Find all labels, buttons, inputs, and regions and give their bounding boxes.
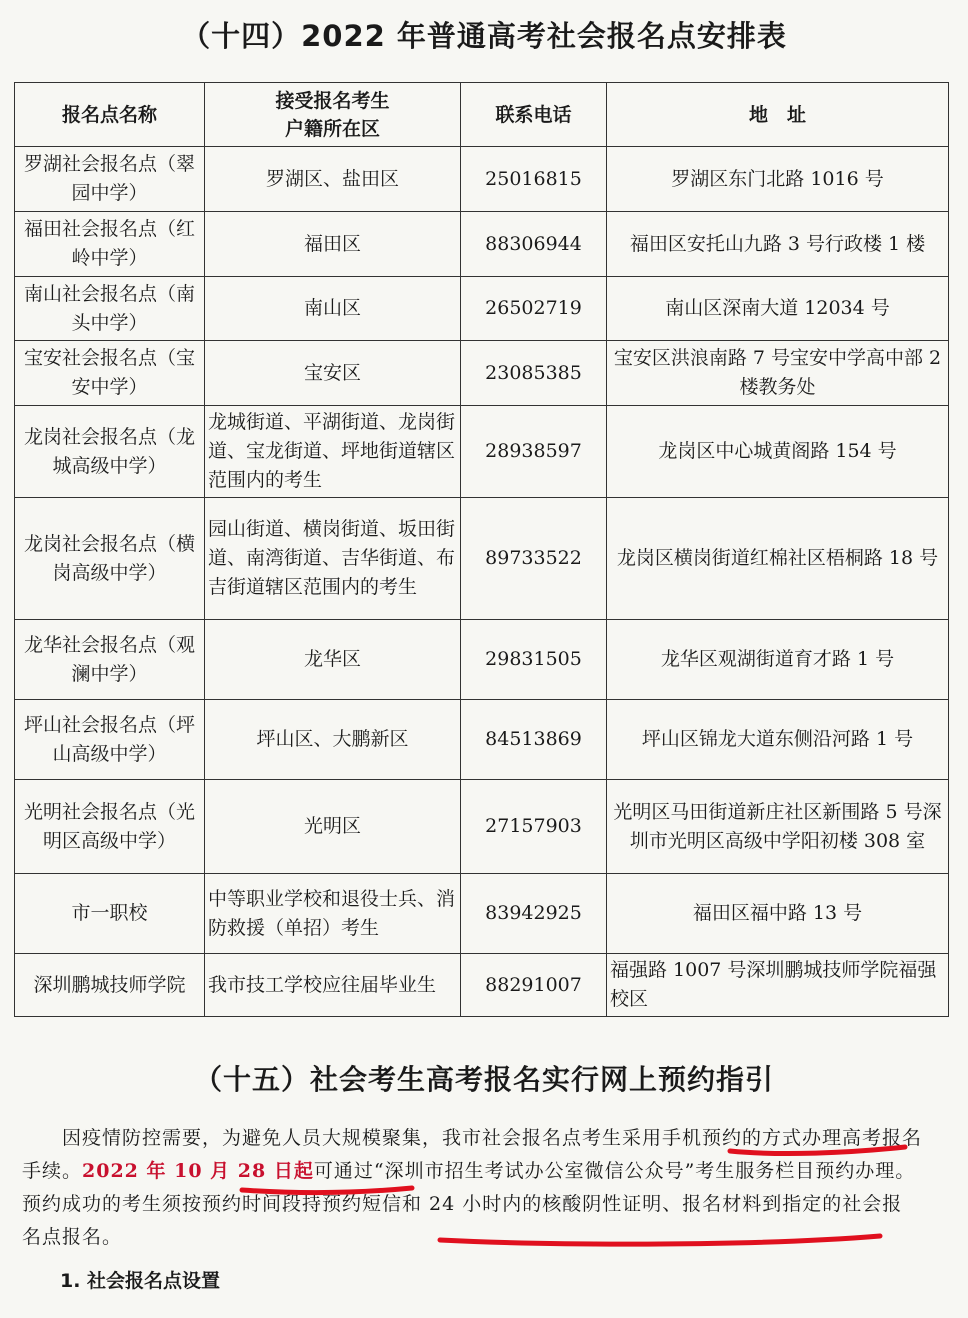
table-row	[15, 498, 949, 620]
cell-phone: 88306944	[461, 212, 607, 277]
highlighted-date: 2022 年 10 月 28 日起	[82, 1160, 314, 1182]
cell-name: 龙华社会报名点（观澜中学）	[15, 620, 205, 700]
cell-district: 坪山区、大鹏新区	[205, 700, 461, 780]
cell-name: 宝安社会报名点（宝安中学）	[15, 341, 205, 406]
cell-district: 宝安区	[205, 341, 461, 406]
cell-phone: 88291007	[461, 954, 607, 1017]
cell-address: 福强路 1007 号深圳鹏城技师学院福强校区	[607, 954, 949, 1017]
paragraph-text-b: 可通过“深圳市招生考试办公室微信公众号”考生服务栏目预约办理。预约成功的考生须按预约时间段持预约短信和 24 小时内的核酸阴性证明、报名材料到指定的社会报名点报名。	[22, 1160, 916, 1248]
cell-name: 龙岗社会报名点（横岗高级中学）	[15, 498, 205, 620]
cell-address: 龙华区观湖街道育才路 1 号	[607, 620, 949, 700]
cell-address: 龙岗区横岗街道红棉社区梧桐路 18 号	[607, 498, 949, 620]
header-district	[205, 83, 461, 147]
cell-phone: 28938597	[461, 406, 607, 498]
cell-address: 龙岗区中心城黄阁路 154 号	[607, 406, 949, 498]
table-row	[15, 620, 949, 700]
cell-phone: 84513869	[461, 700, 607, 780]
cell-phone: 83942925	[461, 874, 607, 954]
cell-name: 市一职校	[15, 874, 205, 954]
cell-district: 中等职业学校和退役士兵、消防救援（单招）考生	[205, 874, 461, 954]
cell-address: 坪山区锦龙大道东侧沿河路 1 号	[607, 700, 949, 780]
cell-phone: 29831505	[461, 620, 607, 700]
cell-district: 光明区	[205, 780, 461, 874]
cell-district: 龙城街道、平湖街道、龙岗街道、宝龙街道、坪地街道辖区范围内的考生	[205, 406, 461, 498]
cell-name: 罗湖社会报名点（翠园中学）	[15, 147, 205, 212]
table-row	[15, 212, 949, 277]
table-row	[15, 954, 949, 1017]
table-row	[15, 341, 949, 406]
table-row	[15, 277, 949, 341]
cell-district: 南山区	[205, 277, 461, 341]
cell-name: 光明社会报名点（光明区高级中学）	[15, 780, 205, 874]
cell-name: 龙岗社会报名点（龙城高级中学）	[15, 406, 205, 498]
section-title: （十五）社会考生高考报名实行网上预约指引	[193, 1063, 774, 1096]
cell-district: 福田区	[205, 212, 461, 277]
cell-phone: 27157903	[461, 780, 607, 874]
cell-address: 宝安区洪浪南路 7 号宝安中学高中部 2 楼教务处	[607, 341, 949, 406]
cell-phone: 89733522	[461, 498, 607, 620]
subheading: 1. 社会报名点设置	[60, 1270, 221, 1292]
cell-phone: 26502719	[461, 277, 607, 341]
cell-phone: 25016815	[461, 147, 607, 212]
header-phone: 联系电话	[461, 83, 607, 147]
cell-address: 福田区福中路 13 号	[607, 874, 949, 954]
cell-name: 深圳鹏城技师学院	[15, 954, 205, 1017]
header-name: 报名点名称	[15, 83, 205, 147]
table-row	[15, 406, 949, 498]
cell-address: 南山区深南大道 12034 号	[607, 277, 949, 341]
cell-address: 罗湖区东门北路 1016 号	[607, 147, 949, 212]
header-district-line2: 户籍所在区	[284, 117, 380, 140]
table-row	[15, 147, 949, 212]
table-header-row	[15, 83, 949, 147]
header-address: 地 址	[607, 83, 949, 147]
table-title: （十四）2022 年普通高考社会报名点安排表	[181, 19, 787, 53]
cell-name: 坪山社会报名点（坪山高级中学）	[15, 700, 205, 780]
table-row	[15, 874, 949, 954]
cell-name: 福田社会报名点（红岭中学）	[15, 212, 205, 277]
cell-district: 我市技工学校应往届毕业生	[205, 954, 461, 1017]
cell-district: 罗湖区、盐田区	[205, 147, 461, 212]
cell-name: 南山社会报名点（南头中学）	[15, 277, 205, 341]
cell-address: 福田区安托山九路 3 号行政楼 1 楼	[607, 212, 949, 277]
cell-address: 光明区马田街道新庄社区新围路 5 号深圳市光明区高级中学阳初楼 308 室	[607, 780, 949, 874]
header-district-line1: 接受报名考生	[275, 89, 390, 112]
guide-paragraph	[22, 1122, 922, 1254]
table-row	[15, 700, 949, 780]
cell-district: 龙华区	[205, 620, 461, 700]
registration-points-table	[14, 82, 949, 1017]
cell-district: 园山街道、横岗街道、坂田街道、南湾街道、吉华街道、布吉街道辖区范围内的考生	[205, 498, 461, 620]
table-row	[15, 780, 949, 874]
paragraph-text-a: 因疫情防控需要，为避免人员大规模聚集，我市社会报名点考生采用手机预约的方式办理高考报名手续。	[22, 1127, 923, 1182]
cell-phone: 23085385	[461, 341, 607, 406]
